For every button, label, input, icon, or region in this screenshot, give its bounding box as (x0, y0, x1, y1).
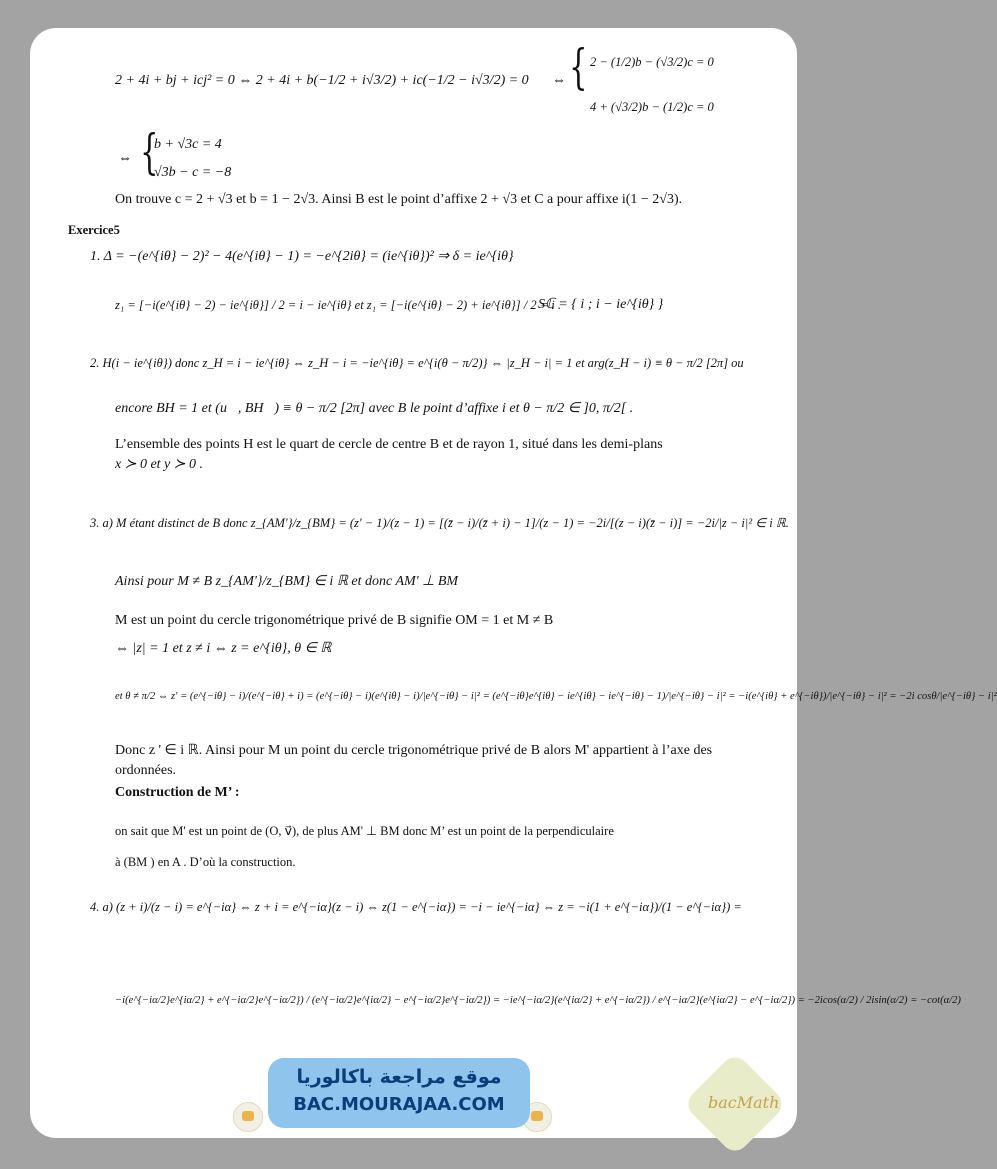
q3-line-b: Ainsi pour M ≠ B z_{AM'}/z_{BM} ∈ i ℝ et donc AM' ⊥ BM (115, 574, 459, 589)
equivalence-symbol-2: ⇔ (118, 151, 132, 166)
banner-ornament-left (233, 1102, 263, 1132)
q1-delta: 1. Δ = −(e^{iθ} − 2)² − 4(e^{iθ} − 1) = −e^{2iθ} = (ie^{iθ})² ⇒ δ = ie^{iθ} (90, 249, 514, 264)
exercise-title: Exercice5 (68, 223, 120, 237)
q4-line-a: 4. a) (z + i)/(z − i) = e^{−iα} ⇔ z + i = e^{−iα}(z − i) ⇔ z(1 − e^{−iα}) = −i − ie^{−iα} ⇔ z = −i(1 + e^{−iα})/(1 − e^{−iα}) = (90, 900, 742, 914)
q3-line-g: ordonnées. (115, 763, 177, 778)
system-brace-2: { (140, 124, 159, 180)
result-line: On trouve c = 2 + √3 et b = 1 − 2√3. Ainsi B est le point d’affixe 2 + √3 et C a pour affixe i(1 − 2√3). (115, 192, 683, 207)
q2-line-c: L’ensemble des points H est le quart de cercle de centre B et de rayon 1, situé dans les demi-plans (115, 437, 663, 452)
q3-line-c: M est un point du cercle trigonométrique privé de B signifie OM = 1 et M ≠ B (115, 613, 554, 628)
q3-line-j: à (BM ) en A . D’où la construction. (115, 855, 296, 869)
q3-line-e: et θ ≠ π/2 ⇔ z' = (e^{−iθ} − i)/(e^{−iθ} + i) = (e^{−iθ} − i)(e^{iθ} − i)/|e^{−iθ} − i|² = (e^{−iθ}e^{iθ} − ie^{iθ} − ie^{−iθ} − 1)/|e^{−iθ} − i|² = −i(e^{iθ} + e^{−iθ})/|e^{−iθ} − i|² = −2i cosθ/|e^{−iθ} − i|² (115, 691, 997, 702)
q2-line-b: encore BH = 1 et (u⃗, BH⃗) ≡ θ − π/2 [2π] avec B le point d’affixe i et θ − π/2 ∈ ]0, π/2[ . (115, 401, 634, 416)
q1-roots: z₁ = [−i(e^{iθ} − 2) − ie^{iθ}] / 2 = i − ie^{iθ} et z₁ = [−i(e^{iθ} − 2) + ie^{iθ}] / 2 = i . (115, 298, 562, 312)
system-1-eq-a: 2 − (1/2)b − (√3/2)c = 0 (590, 55, 714, 69)
q2-line-a: 2. H(i − ie^{iθ}) donc z_H = i − ie^{iθ} ⇔ z_H − i = −ie^{iθ} = e^{i(θ − π/2)} ⇔ |z_H − i| = 1 et arg(z_H − i) ≡ θ − π/2 [2π] ou (90, 356, 744, 370)
equation-line-1: 2 + 4i + bj + icj² = 0 ⇔ 2 + 4i + b(−1/2 + i√3/2) + ic(−1/2 − i√3/2) = 0 (115, 73, 529, 88)
system-2-eq-b: √3b − c = −8 (154, 165, 232, 180)
q3-line-a: 3. a) M étant distinct de B donc z_{AM'}/z_{BM} = (z' − 1)/(z − 1) = [(z̄ − i)/(z̄ + i) − 1]/(z − 1) = −2i/[(z − i)(z̄ − i)] = −2i/|z − i|² ∈ i ℝ. (90, 516, 789, 530)
banner-arabic-text: موقع مراجعة باكالوريا (296, 1066, 502, 1088)
banner-url[interactable]: BAC.MOURAJAA.COM (293, 1094, 505, 1115)
construction-heading: Construction de M’ : (115, 785, 240, 800)
equivalence-symbol: ⇔ (552, 73, 566, 88)
system-1-eq-b: 4 + (√3/2)b − (1/2)c = 0 (590, 100, 714, 114)
system-brace-1: { (569, 39, 588, 95)
system-2-eq-a: b + √3c = 4 (154, 137, 222, 152)
q3-line-i: on sait que M' est un point de (O, v⃗), de plus AM' ⊥ BM donc M’ est un point de la perpendiculaire (115, 824, 614, 838)
q3-line-f: Donc z ' ∈ i ℝ. Ainsi pour M un point du cercle trigonométrique privé de B alors M' appartient à l’axe des (115, 743, 713, 758)
q3-line-d: ⇔ |z| = 1 et z ≠ i ⇔ z = e^{iθ}, θ ∈ ℝ (115, 641, 332, 656)
q2-line-d: x ≻ 0 et y ≻ 0 . (115, 457, 203, 472)
document-page (30, 28, 997, 1138)
q1-solution-set: Sℂ = { i ; i − ie^{iθ} } (538, 297, 664, 312)
bacmath-logo-text: bacMath (708, 1093, 780, 1112)
q4-line-b: −i(e^{−iα/2}e^{iα/2} + e^{−iα/2}e^{−iα/2}) / (e^{−iα/2}e^{iα/2} − e^{−iα/2}e^{−iα/2}) = −ie^{−iα/2}(e^{iα/2} + e^{−iα/2}) / e^{−iα/2}(e^{iα/2} − e^{−iα/2}) = −2icos(α/2) / 2isin(α/2) = −cot(α/2) (115, 995, 961, 1006)
site-banner[interactable] (268, 1058, 530, 1128)
